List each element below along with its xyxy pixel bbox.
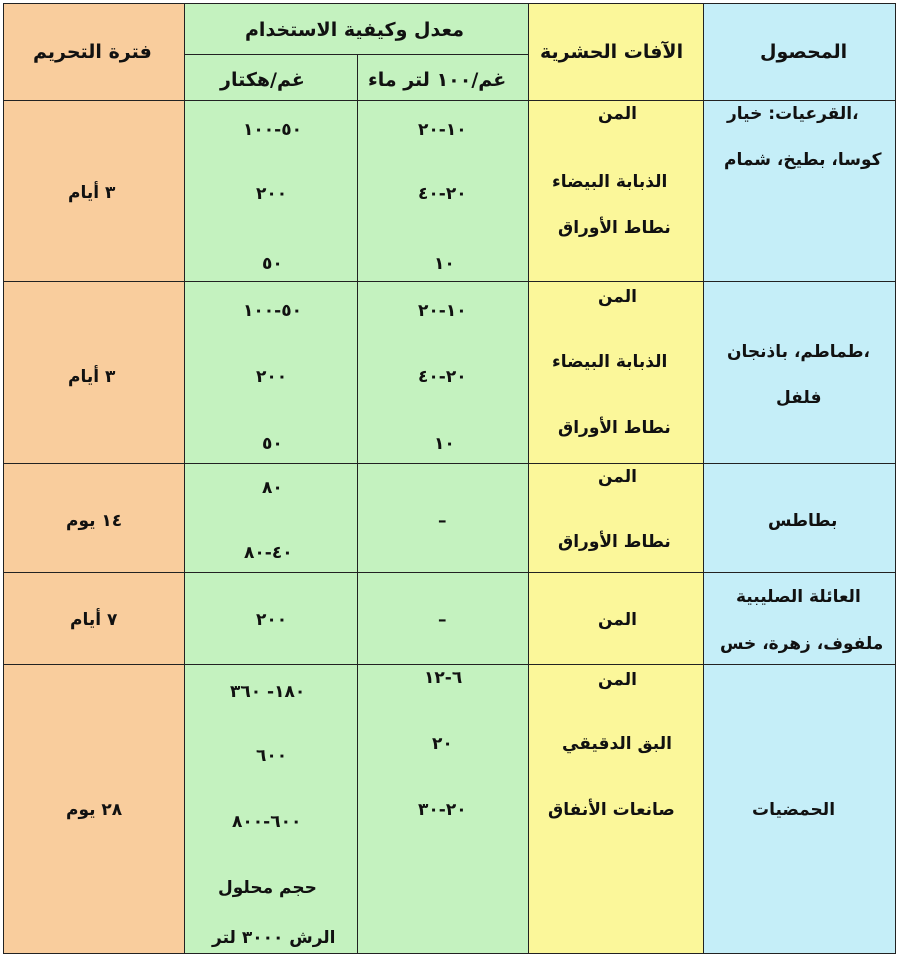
row4-perha-1: ٢٠٠ (256, 610, 288, 630)
header-pests: الآفات الحشرية (540, 41, 684, 63)
row5-per100l-1: ٦-١٢ (424, 668, 463, 688)
row2-per100l-2: ٢٠-٤٠ (418, 367, 467, 387)
row2-perha-2: ٢٠٠ (256, 367, 288, 387)
header-crop: المحصول (760, 41, 848, 63)
row2-perha-1: ٥٠-١٠٠ (243, 301, 302, 321)
row2-crop-2: فلفل (776, 388, 822, 408)
row2-crop-cell (703, 281, 896, 464)
row3-pest-2: نطاط الأوراق (558, 532, 671, 552)
row4-per100l-1: – (438, 610, 447, 630)
row4-period: ٧ أيام (70, 610, 118, 630)
row5-pest-1: المن (598, 670, 637, 690)
row5-period: ٢٨ يوم (66, 800, 123, 820)
row2-per100l-3: ١٠ (434, 434, 455, 454)
row5-perha-2: ٦٠٠ (256, 746, 288, 766)
row1-per100l-3: ١٠ (434, 254, 455, 274)
row3-perha-2: ٤٠-٨٠ (244, 543, 293, 563)
row5-perha-4: حجم محلول (218, 878, 317, 898)
row2-perha-3: ٥٠ (262, 434, 283, 454)
header-rate-100l: غم/١٠٠ لتر ماء (368, 69, 507, 91)
row5-perha-5: الرش ٣٠٠٠ لتر (212, 928, 336, 948)
row2-pest-2: الذبابة البيضاء (552, 352, 668, 372)
row4-pest-1: المن (598, 610, 637, 630)
row1-per100l-1: ١٠-٢٠ (418, 120, 467, 140)
row3-per100l-1: – (438, 511, 447, 531)
header-rate-ha: غم/هكتار (220, 69, 305, 91)
row2-pest-3: نطاط الأوراق (558, 418, 671, 438)
row1-pest-1: المن (598, 104, 637, 124)
row4-crop-1: العائلة الصليبية (736, 587, 861, 607)
row5-per100l-3: ٢٠-٣٠ (418, 800, 467, 820)
row1-per100l-2: ٢٠-٤٠ (418, 184, 467, 204)
row1-crop-cell (703, 100, 896, 282)
row1-pest-3: نطاط الأوراق (558, 218, 671, 238)
row5-crop-1: الحمضيات (752, 800, 836, 820)
row1-period: ٣ أيام (68, 183, 116, 203)
row5-perha-1: ١٨٠- ٣٦٠ (230, 682, 306, 702)
row2-period: ٣ أيام (68, 367, 116, 387)
row5-per100l-2: ٢٠ (432, 734, 453, 754)
row2-per100l-1: ١٠-٢٠ (418, 301, 467, 321)
row1-perha-3: ٥٠ (262, 254, 283, 274)
row1-perha-1: ٥٠-١٠٠ (243, 120, 302, 140)
row2-crop-1: طماطم، باذنجان، (727, 342, 870, 362)
header-rate-group: معدل وكيفية الاستخدام (245, 19, 464, 41)
row5-pest-3: صانعات الأنفاق (548, 800, 675, 820)
row2-pest-1: المن (598, 287, 637, 307)
row3-pest-1: المن (598, 467, 637, 487)
row3-period: ١٤ يوم (66, 511, 123, 531)
row1-crop-1: القرعيات: خيار، (727, 104, 859, 124)
row3-perha-1: ٨٠ (262, 478, 283, 498)
row5-perha-3: ٦٠٠-٨٠٠ (232, 812, 302, 832)
row4-crop-2: ملفوف، زهرة، خس (720, 634, 884, 654)
row1-pest-2: الذبابة البيضاء (552, 172, 668, 192)
row1-perha-2: ٢٠٠ (256, 184, 288, 204)
row1-crop-2: كوسا، بطيخ، شمام (724, 150, 882, 170)
row3-crop-1: بطاطس (768, 511, 838, 531)
header-period: فترة التحريم (33, 41, 152, 63)
row5-pest-2: البق الدقيقي (562, 734, 672, 754)
row5-perha-cell (184, 664, 358, 954)
